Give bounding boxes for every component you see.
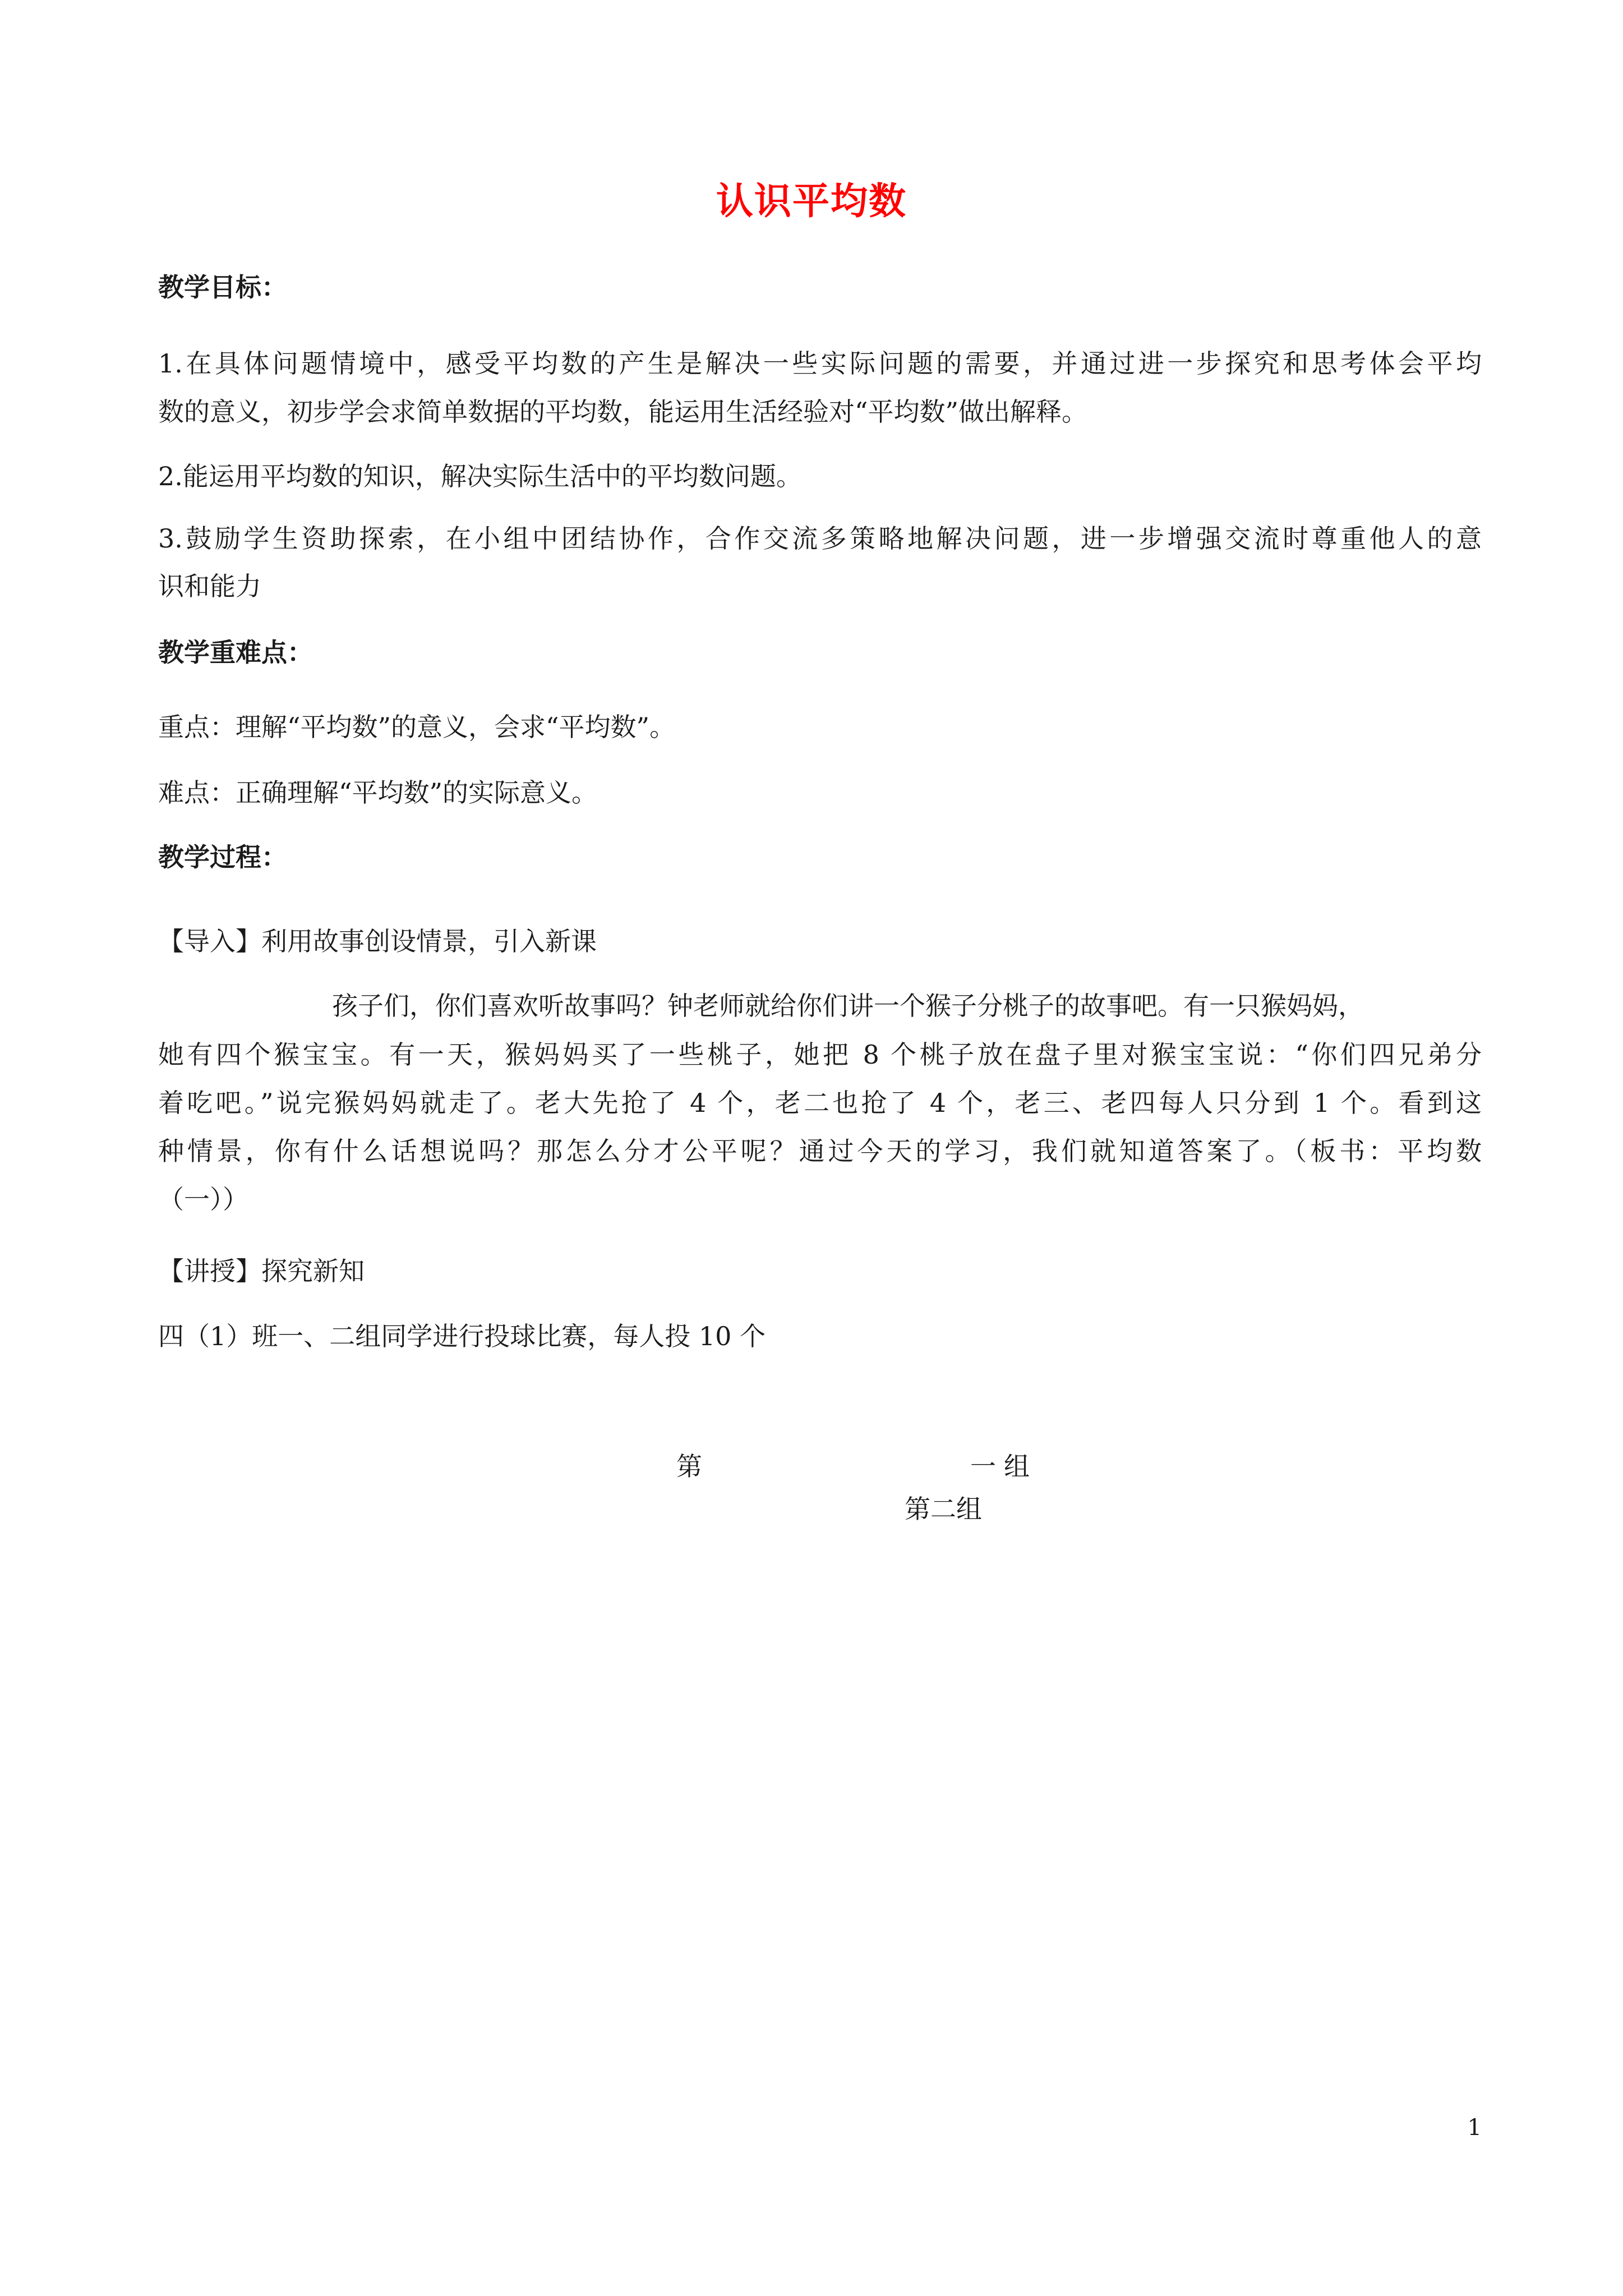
group-two-label: 第二组: [905, 1494, 982, 1524]
document-title: 认识平均数: [716, 179, 907, 223]
objective-1-line-1: 1.在具体问题情境中，感受平均数的产生是解决一些实际问题的需要，并通过进一步探究和思考体会平均: [158, 348, 1482, 379]
key-points-heading: 教学重难点：: [158, 637, 313, 668]
objective-3-line-2: 识和能力: [158, 571, 261, 601]
key-point: 重点：理解“平均数”的意义，会求“平均数”。: [158, 712, 676, 742]
story-line-1: 孩子们，你们喜欢听故事吗？钟老师就给你们讲一个猴子分桃子的故事吧。有一只猴妈妈，: [332, 991, 1364, 1021]
group-one-label-right: 一组: [970, 1451, 1038, 1481]
lecture-label: 【讲授】探究新知: [158, 1256, 365, 1286]
process-heading: 教学过程：: [158, 842, 287, 872]
objective-3-line-1: 3.鼓励学生资助探索，在小组中团结协作，合作交流多策略地解决问题，进一步增强交流时尊重他人的意: [158, 523, 1482, 554]
page-number: 1: [1467, 2115, 1482, 2141]
difficult-point: 难点：正确理解“平均数”的实际意义。: [158, 777, 598, 808]
activity-text: 四（1）班一、二组同学进行投球比赛，每人投 10 个: [158, 1321, 766, 1351]
objectives-heading: 教学目标：: [158, 272, 287, 302]
intro-label: 【导入】利用故事创设情景，引入新课: [158, 926, 597, 956]
group-one-label-left: 第: [676, 1451, 702, 1481]
objective-1-line-2: 数的意义，初步学会求简单数据的平均数，能运用生活经验对“平均数”做出解释。: [158, 397, 1088, 427]
story-line-5: （一））: [158, 1184, 248, 1214]
story-line-3: 着吃吧。”说完猴妈妈就走了。老大先抢了 4 个，老二也抢了 4 个，老三、老四每人只分到 1 个。看到这: [158, 1088, 1482, 1118]
objective-2: 2.能运用平均数的知识，解决实际生活中的平均数问题。: [158, 461, 802, 491]
story-line-2: 她有四个猴宝宝。有一天，猴妈妈买了一些桃子，她把 8 个桃子放在盘子里对猴宝宝说：“你们四兄弟分: [158, 1039, 1482, 1070]
story-line-4: 种情景，你有什么话想说吗？那怎么分才公平呢？通过今天的学习，我们就知道答案了。（板书：平均数: [158, 1136, 1482, 1166]
